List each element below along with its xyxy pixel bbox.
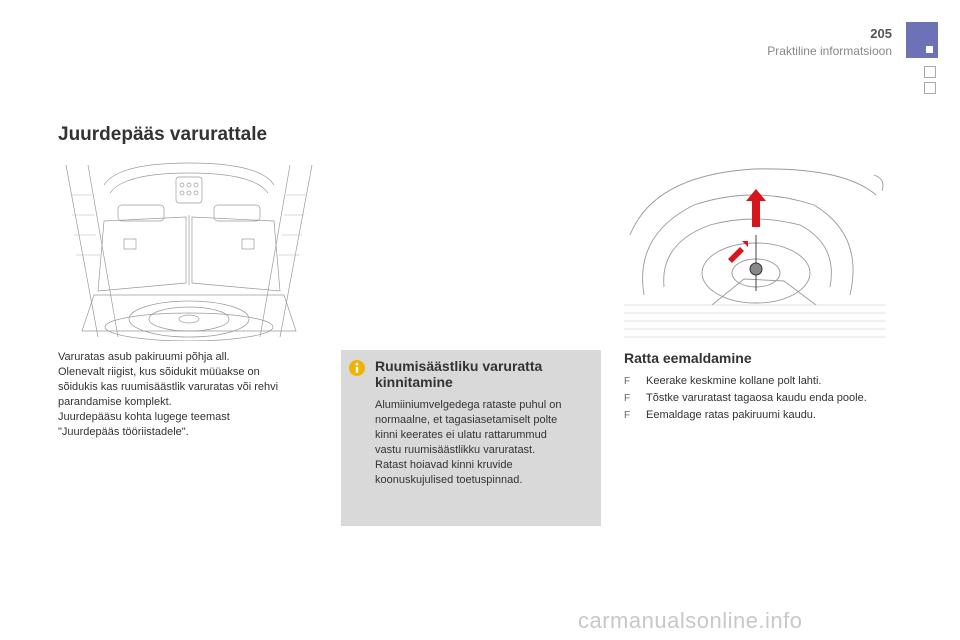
intro-line: Juurdepääsu kohta lugege teemast <box>58 411 230 423</box>
page-title: Juurdepääs varurattale <box>58 124 268 145</box>
section-name: Praktiline informatsioon <box>767 44 892 58</box>
intro-line: sõidukis kas ruumisäästlik varuratas või rehvi <box>58 381 279 393</box>
info-line: normaalne, et tagasiasetamiselt polte <box>375 414 558 426</box>
chapter-tab-marker <box>926 46 933 53</box>
info-line: vastu ruumisäästlikku varuratast. <box>375 444 536 456</box>
step-text: Eemaldage ratas pakiruumi kaudu. <box>646 409 816 421</box>
info-icon <box>349 360 365 376</box>
chapter-tab-box <box>924 82 936 94</box>
removal-title: Ratta eemaldamine <box>624 350 752 366</box>
info-box-title: Ruumisäästliku varuratta kinnitamine <box>375 358 543 390</box>
info-line: koonuskujulised toetuspinnad. <box>375 474 523 486</box>
page-number: 205 <box>870 26 892 41</box>
intro-line: parandamise komplekt. <box>58 396 172 408</box>
chapter-tab-active <box>906 22 938 58</box>
info-line: Alumiiniumvelgedega rataste puhul on <box>375 399 562 411</box>
removal-steps <box>624 374 884 425</box>
info-box-text <box>375 398 593 488</box>
trunk-illustration <box>58 155 320 341</box>
info-line: Ratast hoiavad kinni kruvide <box>375 459 513 471</box>
intro-line: "Juurdepääs tööriistadele". <box>58 426 189 438</box>
chapter-tab-box <box>924 66 936 78</box>
step-text: Keerake keskmine kollane polt lahti. <box>646 375 822 387</box>
spare-wheel-illustration <box>624 155 886 341</box>
intro-line: Varuratas asub pakiruumi põhja all. <box>58 351 230 363</box>
removal-step <box>624 374 884 389</box>
step-bullet-icon: F <box>624 376 631 387</box>
step-bullet-icon: F <box>624 393 631 404</box>
intro-line: Olenevalt riigist, kus sõidukit müüakse on <box>58 366 260 378</box>
intro-text <box>58 350 328 440</box>
removal-step <box>624 408 884 423</box>
info-line: kinni keerates ei ulatu rattarummud <box>375 429 547 441</box>
watermark: carmanualsonline.info <box>578 608 803 633</box>
removal-step <box>624 391 884 406</box>
step-text: Tõstke varuratast tagaosa kaudu enda poole. <box>646 392 867 404</box>
step-bullet-icon: F <box>624 410 631 421</box>
